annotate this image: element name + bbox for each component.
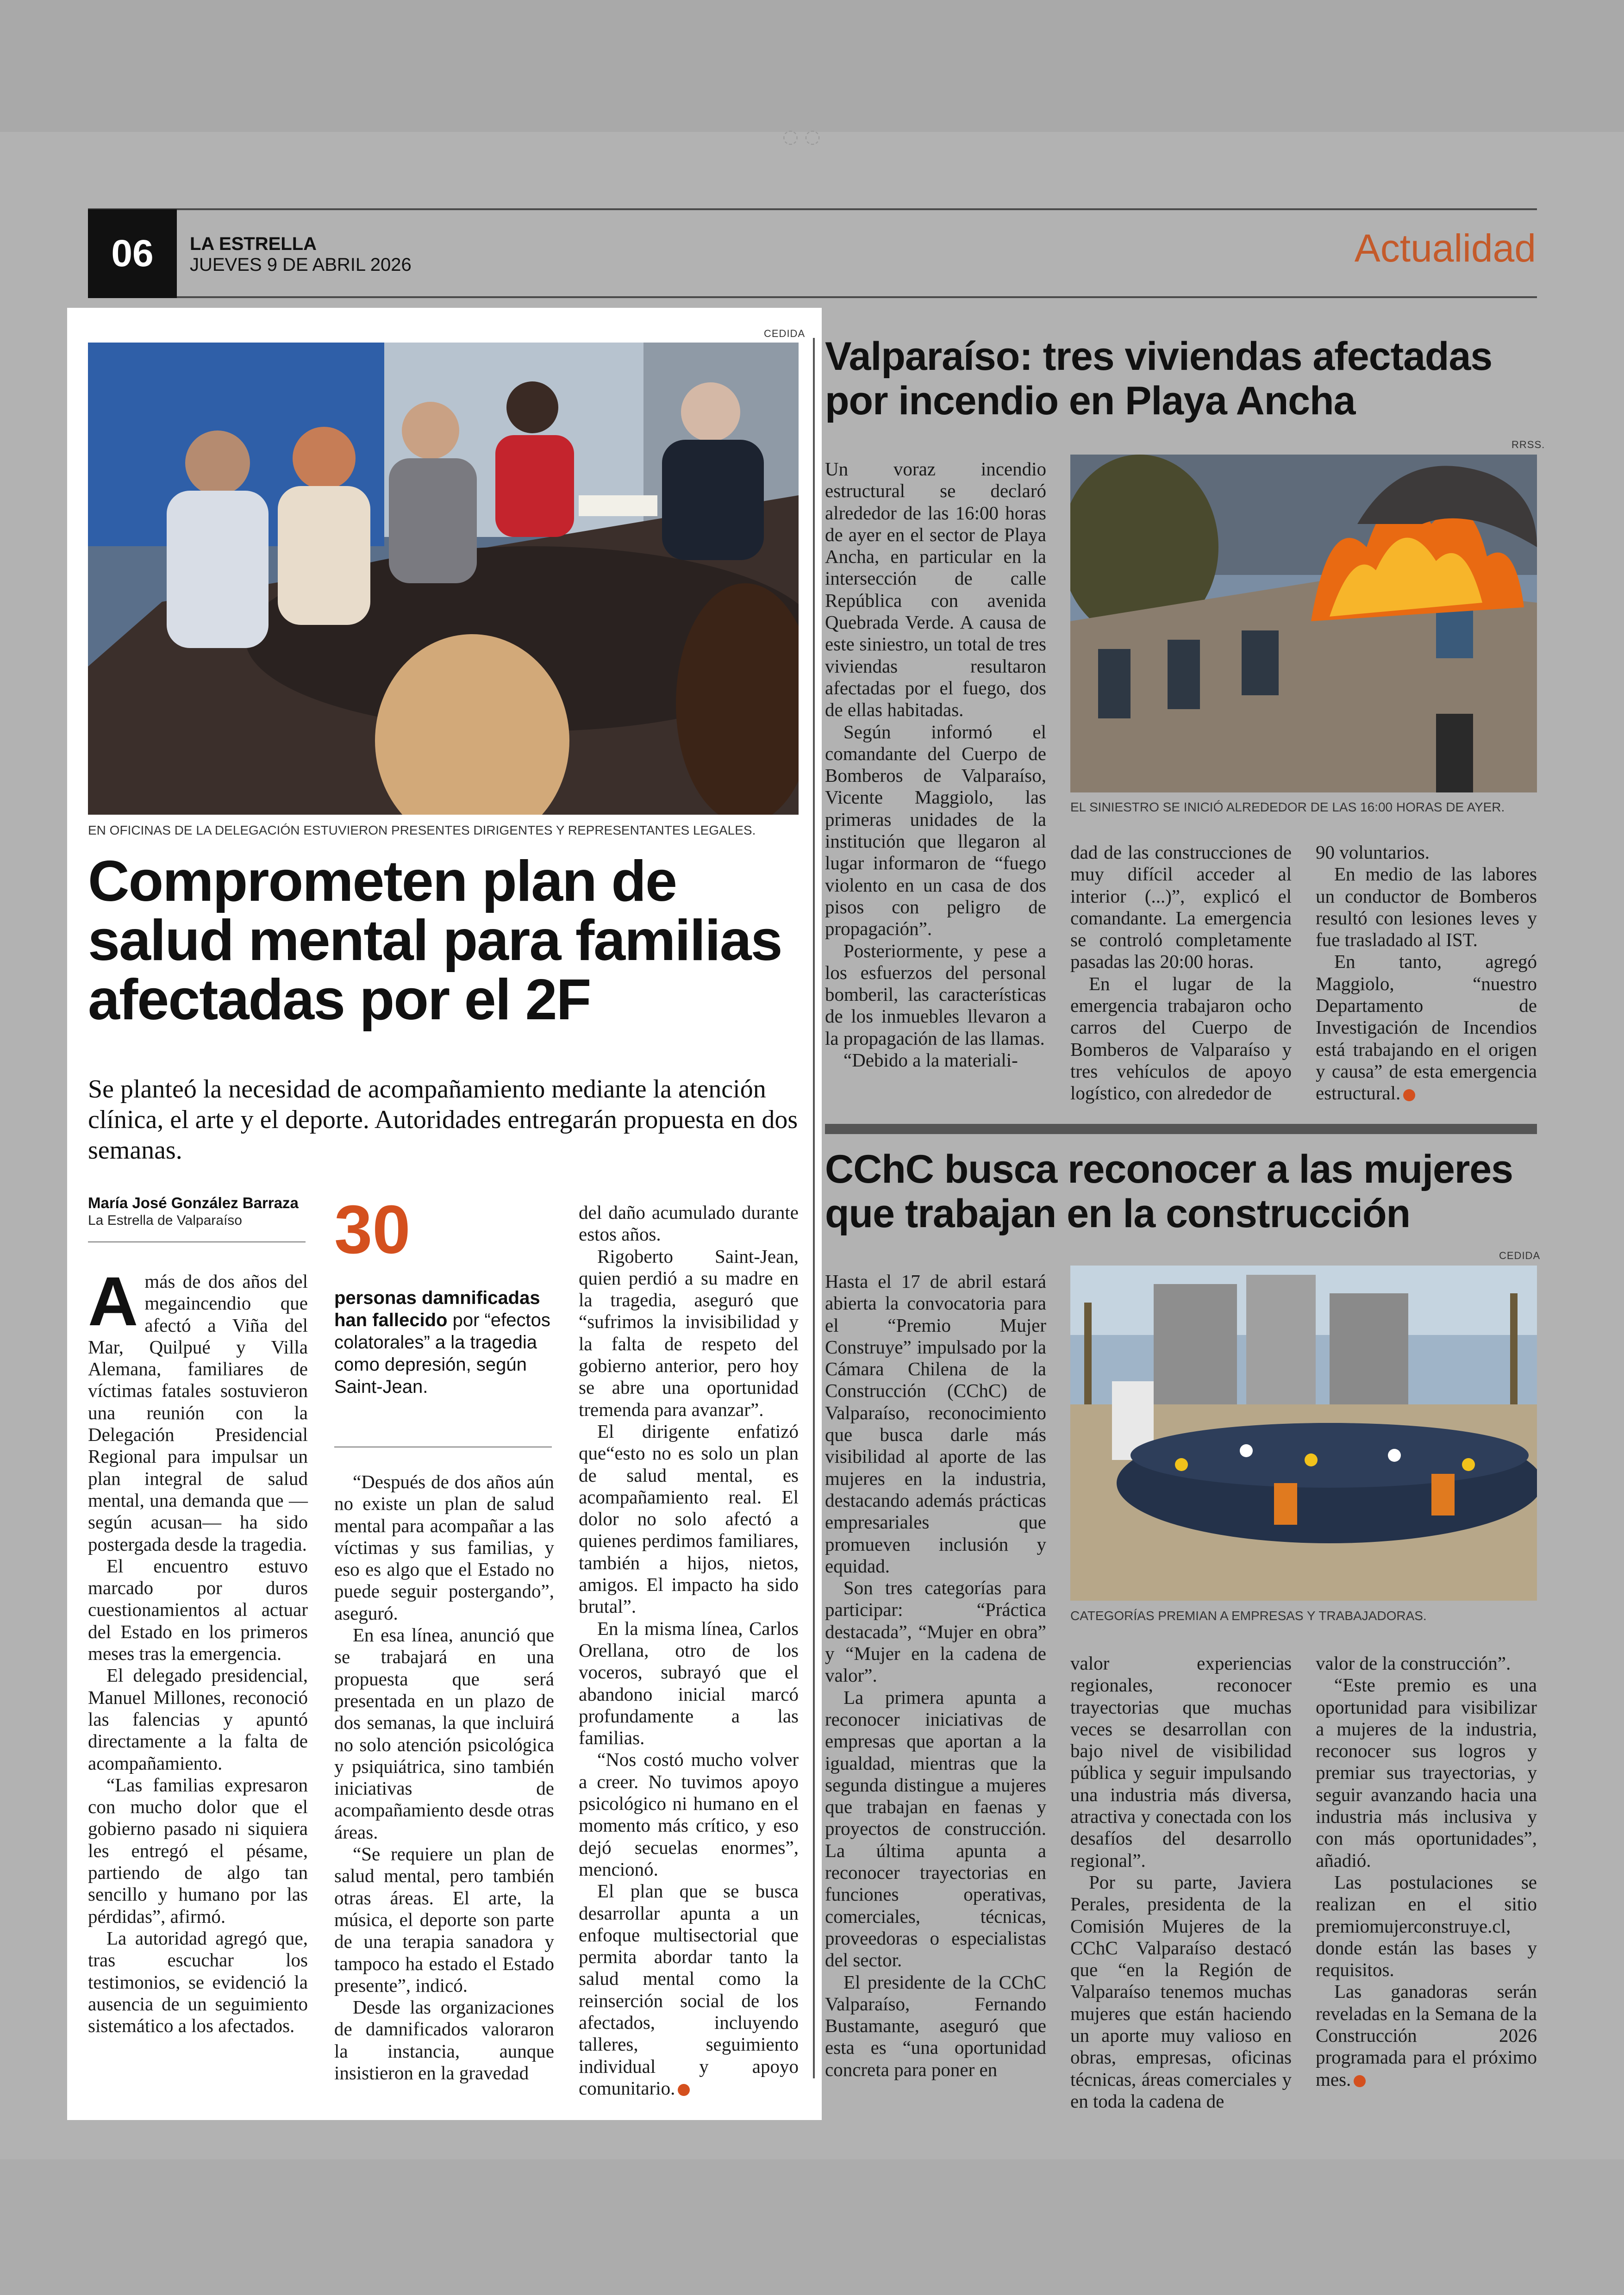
paragraph: más de dos años del megaincendio que afectó a Viña del Mar, Quilpué y Villa Alemana, familiares de víctimas fatales sostuvieron una reunión con la Delegación Presidencial Regional para impulsar un plan integral de salud mental, una demanda que —según acusan— ha sido postergada desde la tragedia. (88, 1271, 308, 1555)
paragraph: Desde las organizaciones de damnificados valoraron la instancia, aunque insistieron en la gravedad (334, 1996, 554, 2084)
page-number: 06 (88, 209, 177, 298)
main-column-3 (579, 1202, 799, 2099)
paragraph: El dirigente enfatizó que“esto no es solo un plan de salud mental, es acompañamiento real. El dolor no solo afectó a quienes perdimos familiares, también a hijos, nietos, amigos. El impacto ha sido brutal”. (579, 1420, 799, 1617)
paragraph: Son tres categorías para participar: “Práctica destacada”, “Mujer en obra” y “Mujer en la cadena de valor”. (825, 1577, 1046, 1686)
paragraph: Las ganadoras serán reveladas en la Semana de la Construcción 2026 programada para el próximo mes. (1316, 1981, 1537, 2090)
paragraph: Un voraz incendio estructural se declaró alrededor de las 16:00 horas de ayer en el sector de Playa Ancha, en particular en la intersección de calle República con avenida Quebrada Verde. A causa de este siniestro, un total de tres viviendas resultaron afectadas por el fuego, dos de ellas habitadas. (825, 458, 1046, 721)
paragraph: “Nos costó mucho volver a creer. No tuvimos apoyo psicológico ni humano en el momento más crítico, y eso dejó secuelas enormes”, mencionó. (579, 1749, 799, 1880)
fire-column-3 (1316, 842, 1537, 1104)
issue-date: JUEVES 9 DE ABRIL 2026 (190, 255, 412, 275)
paragraph: “Se requiere un plan de salud mental, pero también otras áreas. El arte, la música, el deporte son parte de una terapia sanadora y tampoco ha estado el Estado presente”, indicó. (334, 1843, 554, 1996)
masthead-top-rule (88, 208, 1537, 210)
paragraph: Rigoberto Saint-Jean, quien perdió a su madre en la tragedia, aseguró que “sufrimos la invisibilidad y la falta de respeto del gobierno anterior, pero hoy se abre una oportunidad tremenda para avanzar”. (579, 1245, 799, 1420)
main-headline: Comprometen plan de salud mental para familias afectadas por el 2F (88, 849, 782, 1032)
viewer-background (0, 0, 1624, 132)
paragraph: Por su parte, Javiera Perales, presidenta de la Comisión Mujeres de la CChC Valparaíso destacó que “en la Región de Valparaíso tenemos muchas mujeres que están haciendo un aporte muy valioso en obras, empresas, oficinas técnicas, áreas comerciales y en toda la cadena de (1070, 1871, 1292, 2112)
main-column-1 (88, 1262, 308, 2037)
paragraph: “Este premio es una oportunidad para visibilizar a mujeres de la industria, reconocer sus logros y premiar sus trayectorias, y seguir avanzando hacia una industria más inclusiva y con más oportunidades”, añadió. (1316, 1674, 1537, 1871)
paragraph: El encuentro estuvo marcado por duros cuestionamientos al actuar del Estado en los primeros meses tras la emergencia. (88, 1555, 308, 1665)
fire-photo (1070, 455, 1537, 792)
paragraph: Posteriormente, y pese a los esfuerzos del personal bomberil, las características de los inmuebles llevaron a la propagación de las llamas. (825, 940, 1046, 1049)
main-photo-caption: EN OFICINAS DE LA DELEGACIÓN ESTUVIERON PRESENTES DIRIGENTES Y REPRESENTANTES LEGALES. (88, 823, 756, 837)
byline-author: María José González Barraza (88, 1194, 299, 1211)
paragraph: En esa línea, anunció que se trabajará en una propuesta que será presentada en un plazo de dos semanas, la que incluirá no solo atención psicológica y psiquiátrica, sino también iniciativas de acompañamiento desde otras áreas. (334, 1624, 554, 1843)
fire-column-1 (825, 458, 1046, 1071)
drop-cap: A (88, 1262, 138, 1340)
end-mark-icon (678, 2084, 690, 2096)
main-column-2 (334, 1471, 554, 2084)
byline-rule (88, 1241, 306, 1242)
cchc-column-3 (1316, 1653, 1537, 2090)
main-deck: Se planteó la necesidad de acompañamiento mediante la atención clínica, el arte y el deporte. Autoridades entregarán propuesta en dos semanas. (88, 1075, 798, 1165)
paragraph: “Después de dos años aún no existe un plan de salud mental para acompañar a las víctimas y sus familias, y eso es algo que el Estado no puede seguir postergando”, aseguró. (334, 1471, 554, 1624)
cchc-headline: CChC busca reconocer a las mujeres que trabajan en la construcción (825, 1147, 1513, 1236)
paragraph: La primera apunta a reconocer iniciativas de empresas que aportan a la igualdad, mientras que la segunda distingue a mujeres que trabajan en faenas y proyectos de construcción. La última apunta a reconocer trayectorias en funciones operativas, comerciales, técnicas, proveedoras o especialistas del sector. (825, 1686, 1046, 1971)
fire-column-2 (1070, 842, 1292, 1104)
paragraph: En tanto, agregó Maggiolo, “nuestro Departamento de Investigación de Incendios está trabajando en el origen y causa” de esta emergencia estructural. (1316, 951, 1537, 1104)
page-indicator-dots: ◌ ◌ (782, 126, 821, 147)
paragraph: “Las familias expresaron con mucho dolor que el gobierno pasado ni siquiera les entregó el pésame, partiendo de algo tan sencillo y humano por las pérdidas”, afirmó. (88, 1774, 308, 1927)
paragraph: En medio de las labores un conductor de Bomberos resultó con lesiones leves y fue trasladado al IST. (1316, 863, 1537, 951)
paragraph: En la misma línea, Carlos Orellana, otro de los voceros, subrayó que el abandono inicial marcó profundamente a las familias. (579, 1617, 799, 1749)
paragraph: del daño acumulado durante estos años. (579, 1202, 799, 1245)
paragraph: Según informó el comandante del Cuerpo de Bomberos de Valparaíso, Vicente Maggiolo, las primeras unidades de la institución que llegaron al lugar informaron de “fuego violento en un casa de dos pisos con peligro de propagación”. (825, 721, 1046, 940)
column-divider (813, 338, 815, 2078)
paragraph: 90 voluntarios. (1316, 842, 1430, 863)
end-mark-icon (1354, 2075, 1366, 2087)
stat-bold: personas damnificadas han fallecido (334, 1288, 540, 1330)
masthead-bottom-rule (88, 296, 1537, 298)
paragraph: El delegado presidencial, Manuel Millones, reconoció las falencias y apuntó directamente a la falta de acompañamiento. (88, 1665, 308, 1774)
end-mark-icon (1403, 1089, 1415, 1101)
article-separator (825, 1124, 1537, 1134)
cchc-photo-caption: CATEGORÍAS PREMIAN A EMPRESAS Y TRABAJADORAS. (1070, 1609, 1427, 1623)
paragraph: El presidente de la CChC Valparaíso, Fernando Bustamante, aseguró que esta es “una oportunidad concreta para poner en (825, 1971, 1046, 2080)
stat-number: 30 (334, 1191, 411, 1268)
cchc-photo-credit: CEDIDA (1499, 1250, 1541, 1261)
byline-outlet: La Estrella de Valparaíso (88, 1213, 242, 1228)
meeting-photo (88, 343, 799, 815)
fire-photo-caption: EL SINIESTRO SE INICIÓ ALREDEDOR DE LAS 16:00 HORAS DE AYER. (1070, 800, 1505, 814)
paragraph: El plan que se busca desarrollar apunta a un enfoque multisectorial que permita abordar tanto la salud mental como la reinserción social de los afectados, incluyendo talleres, seguimiento individual y apoyo comunitario. (579, 1880, 799, 2099)
main-photo-credit: CEDIDA (764, 328, 806, 339)
cchc-column-1 (825, 1271, 1046, 2081)
paragraph: valor de la construcción”. (1316, 1653, 1511, 1674)
cchc-column-2 (1070, 1653, 1292, 2112)
fire-photo-credit: RRSS. (1512, 439, 1545, 450)
paragraph: En el lugar de la emergencia trabajaron ocho carros del Cuerpo de Bomberos de Valparaíso y tres vehículos de apoyo logístico, con alrededor de (1070, 973, 1292, 1104)
stat-text (334, 1287, 552, 1398)
fire-headline: Valparaíso: tres viviendas afectadas por incendio en Playa Ancha (825, 334, 1493, 423)
paragraph: Hasta el 17 de abril estará abierta la convocatoria para el “Premio Mujer Construye” impulsado por la Cámara Chilena de la Construcción (CChC) de Valparaíso, reconocimiento que busca darle más visibilidad al aporte de las mujeres en la industria, destacando además prácticas empresariales que promueven inclusión y equidad. (825, 1271, 1046, 1577)
stat-rest: por “efectos colatorales” a la tragedia como depresión, según Saint-Jean. (334, 1310, 550, 1397)
paragraph: valor experiencias regionales, reconocer trayectorias que muchas veces se desarrollan con bajo nivel de visibilidad pública y seguir impulsando una industria más diversa, atractiva y conectada con los desafíos del desarrollo regional”. (1070, 1653, 1292, 1871)
paragraph: “Debido a la materiali- (843, 1049, 1018, 1071)
newspaper-name: LA ESTRELLA (190, 234, 317, 254)
paragraph: dad de las construcciones de muy difícil acceder al interior (...)”, explicó el comandante. La emergencia se controló completamente pasadas las 20:00 horas. (1070, 842, 1292, 973)
workers-photo (1070, 1266, 1537, 1601)
paragraph: La autoridad agregó que, tras escuchar los testimonios, se evidenció la ausencia de un seguimiento sistemático a los afectados. (88, 1927, 308, 2037)
section-label: Actualidad (1354, 226, 1536, 270)
paragraph: Las postulaciones se realizan en el sitio premiomujerconstruye.cl, donde están las bases y requisitos. (1316, 1871, 1537, 1981)
